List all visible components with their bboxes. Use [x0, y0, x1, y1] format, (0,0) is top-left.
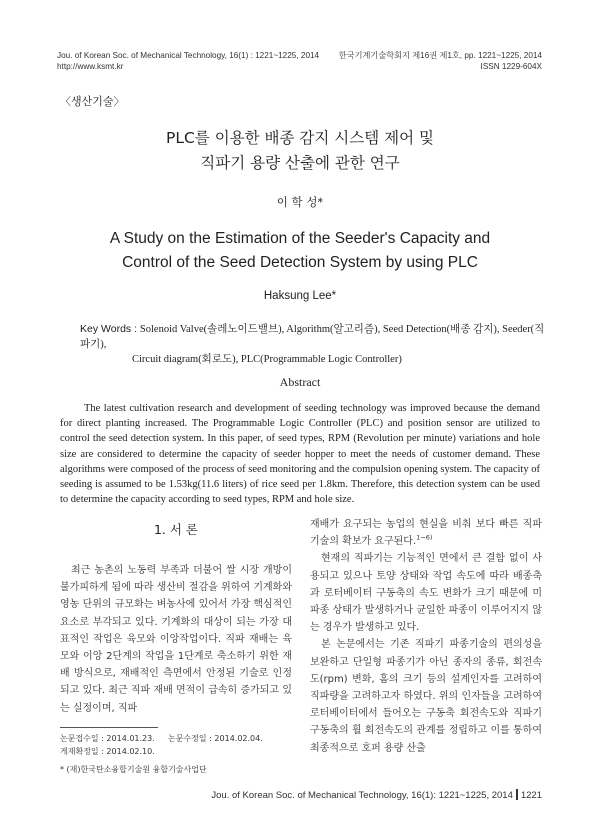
keywords: [80, 322, 550, 367]
footnote-divider: [60, 727, 158, 728]
title-ko-line2: 직파기 용량 산출에 관한 연구: [200, 154, 400, 172]
intro-paragraph-2: 현재의 직파기는 기능적인 면에서 큰 결함 없이 사용되고 있으나 토양 상태와 작업 속도에 따라 배종축과 로터베이터 구동축의 속도 변화가 크기 때문에 미파종 상태가 발생하거나 균일한 파종이 이루어지지 않는 경우가 발생하고 있다.: [310, 553, 542, 634]
keywords-label: Key Words :: [80, 323, 140, 335]
intro-paragraph-3: 본 논문에서는 기존 직파기 파종기술의 편의성을 보완하고 단일형 파종기가 아닌 종자의 종류, 회전속도(rpm) 변화, 홈의 크기 등의 설계인자를 고려하여 직파량을 고려하고자 하였다. 위의 인자들을 고려하여 로터베이터에서 들어오는 구동축 회전속도와 직파기 구동축의 휠 회전속도의 관계를 정립하고 이를 통하여 최종적으로 호퍼 용량 산출: [310, 639, 542, 754]
header-left: [57, 50, 319, 72]
footer-separator: [516, 789, 518, 800]
reference-marker: 1∼6): [416, 533, 433, 542]
accepted-date: 게재확정일 : 2014.02.10.: [60, 747, 155, 756]
title-en-line2: Control of the Seed Detection System by using PLC: [122, 254, 478, 271]
issn: ISSN 1229-604X: [480, 62, 542, 71]
keywords-line1: Solenoid Valve(솔레노이드밸브), Algorithm(알고리즘), Seed Detection(배종 감지), Seeder(직파기),: [80, 324, 545, 350]
journal-citation: Jou. of Korean Soc. of Mechanical Technology, 16(1) : 1221~1225, 2014: [57, 51, 320, 60]
section-heading: 1. 서 론: [153, 522, 199, 537]
title-ko-line1: PLC를 이용한 배종 감지 시스템 제어 및: [166, 129, 434, 147]
intro-paragraph-1-cont-text: 재배가 요구되는 농업의 현실을 비춰 보다 빠른 직파 기술의 확보가 요구된다.: [310, 519, 542, 548]
right-column: [310, 516, 542, 757]
author-ko: 이 학 성*: [276, 195, 324, 209]
journal-url[interactable]: http://www.ksmt.kr: [57, 62, 124, 71]
intro-paragraph-1-cont: [310, 516, 542, 550]
author-affiliation: * (재)한국탄소융합기술원 융합기술사업단: [60, 765, 207, 774]
received-date: 논문접수일 : 2014.01.23.: [60, 734, 155, 743]
header-right: [339, 50, 542, 72]
revised-date: 논문수정일 : 2014.02.04.: [168, 734, 263, 743]
abstract-text: The latest cultivation research and development of seeding technology was improved because the demand for direct planting increased. The Programmable Logic Controller (PLC) and position sensor are utilized to control the seed detection system. In this paper, of seed types, RPM (Revolution per minute) variations and hole size are considered to determine the capacity of seeder hopper to meet the needs of customer demand. These algorithms were composed of the process of seed monitoring and the compulsion opening system. The capacity of seeding is assumed to be 1.53kg(11.6 liters) of rice seed per 1.8km. Therefore, this detection system can be used to determine the capacity according to seed types, RPM and hole size.: [60, 403, 540, 506]
left-column: [60, 562, 292, 717]
title-en-line1: A Study on the Estimation of the Seeder's Capacity and: [109, 230, 491, 247]
category-label: 〈생산기술〉: [60, 95, 125, 108]
page-number: 1221: [520, 790, 542, 801]
footer-journal: Jou. of Korean Soc. of Mechanical Technology, 16(1): 1221~1225, 2014: [211, 790, 513, 801]
keywords-line2: Circuit diagram(회로도), PLC(Programmable Logic Controller): [132, 354, 402, 365]
page-footer: [211, 789, 542, 801]
journal-citation-ko: 한국기계기술학회지 제16권 제1호, pp. 1221~1225, 2014: [338, 51, 542, 60]
author-en: Haksung Lee*: [263, 290, 337, 302]
abstract-heading: Abstract: [279, 375, 321, 389]
intro-paragraph-1: 최근 농촌의 노동력 부족과 더불어 쌀 시장 개방이 불가피하게 됨에 따라 생산비 절감을 위하여 기계화와 영농 단위의 규모화는 벼농사에 있어서 가장 핵심적인 요소로 부각되고 있다. 기계화의 대상이 되는 가장 대표적인 작업은 육모와 이앙작업이다. 직파 재배는 육모와 이앙 2단계의 작업을 1단계로 축소하기 위한 재배 방식으로, 재배적인 측면에서 안정된 기술로 인정되고 있다. 최근 직파 재배 면적이 급속히 증가되고 있는 실정이며, 직파: [60, 565, 292, 714]
